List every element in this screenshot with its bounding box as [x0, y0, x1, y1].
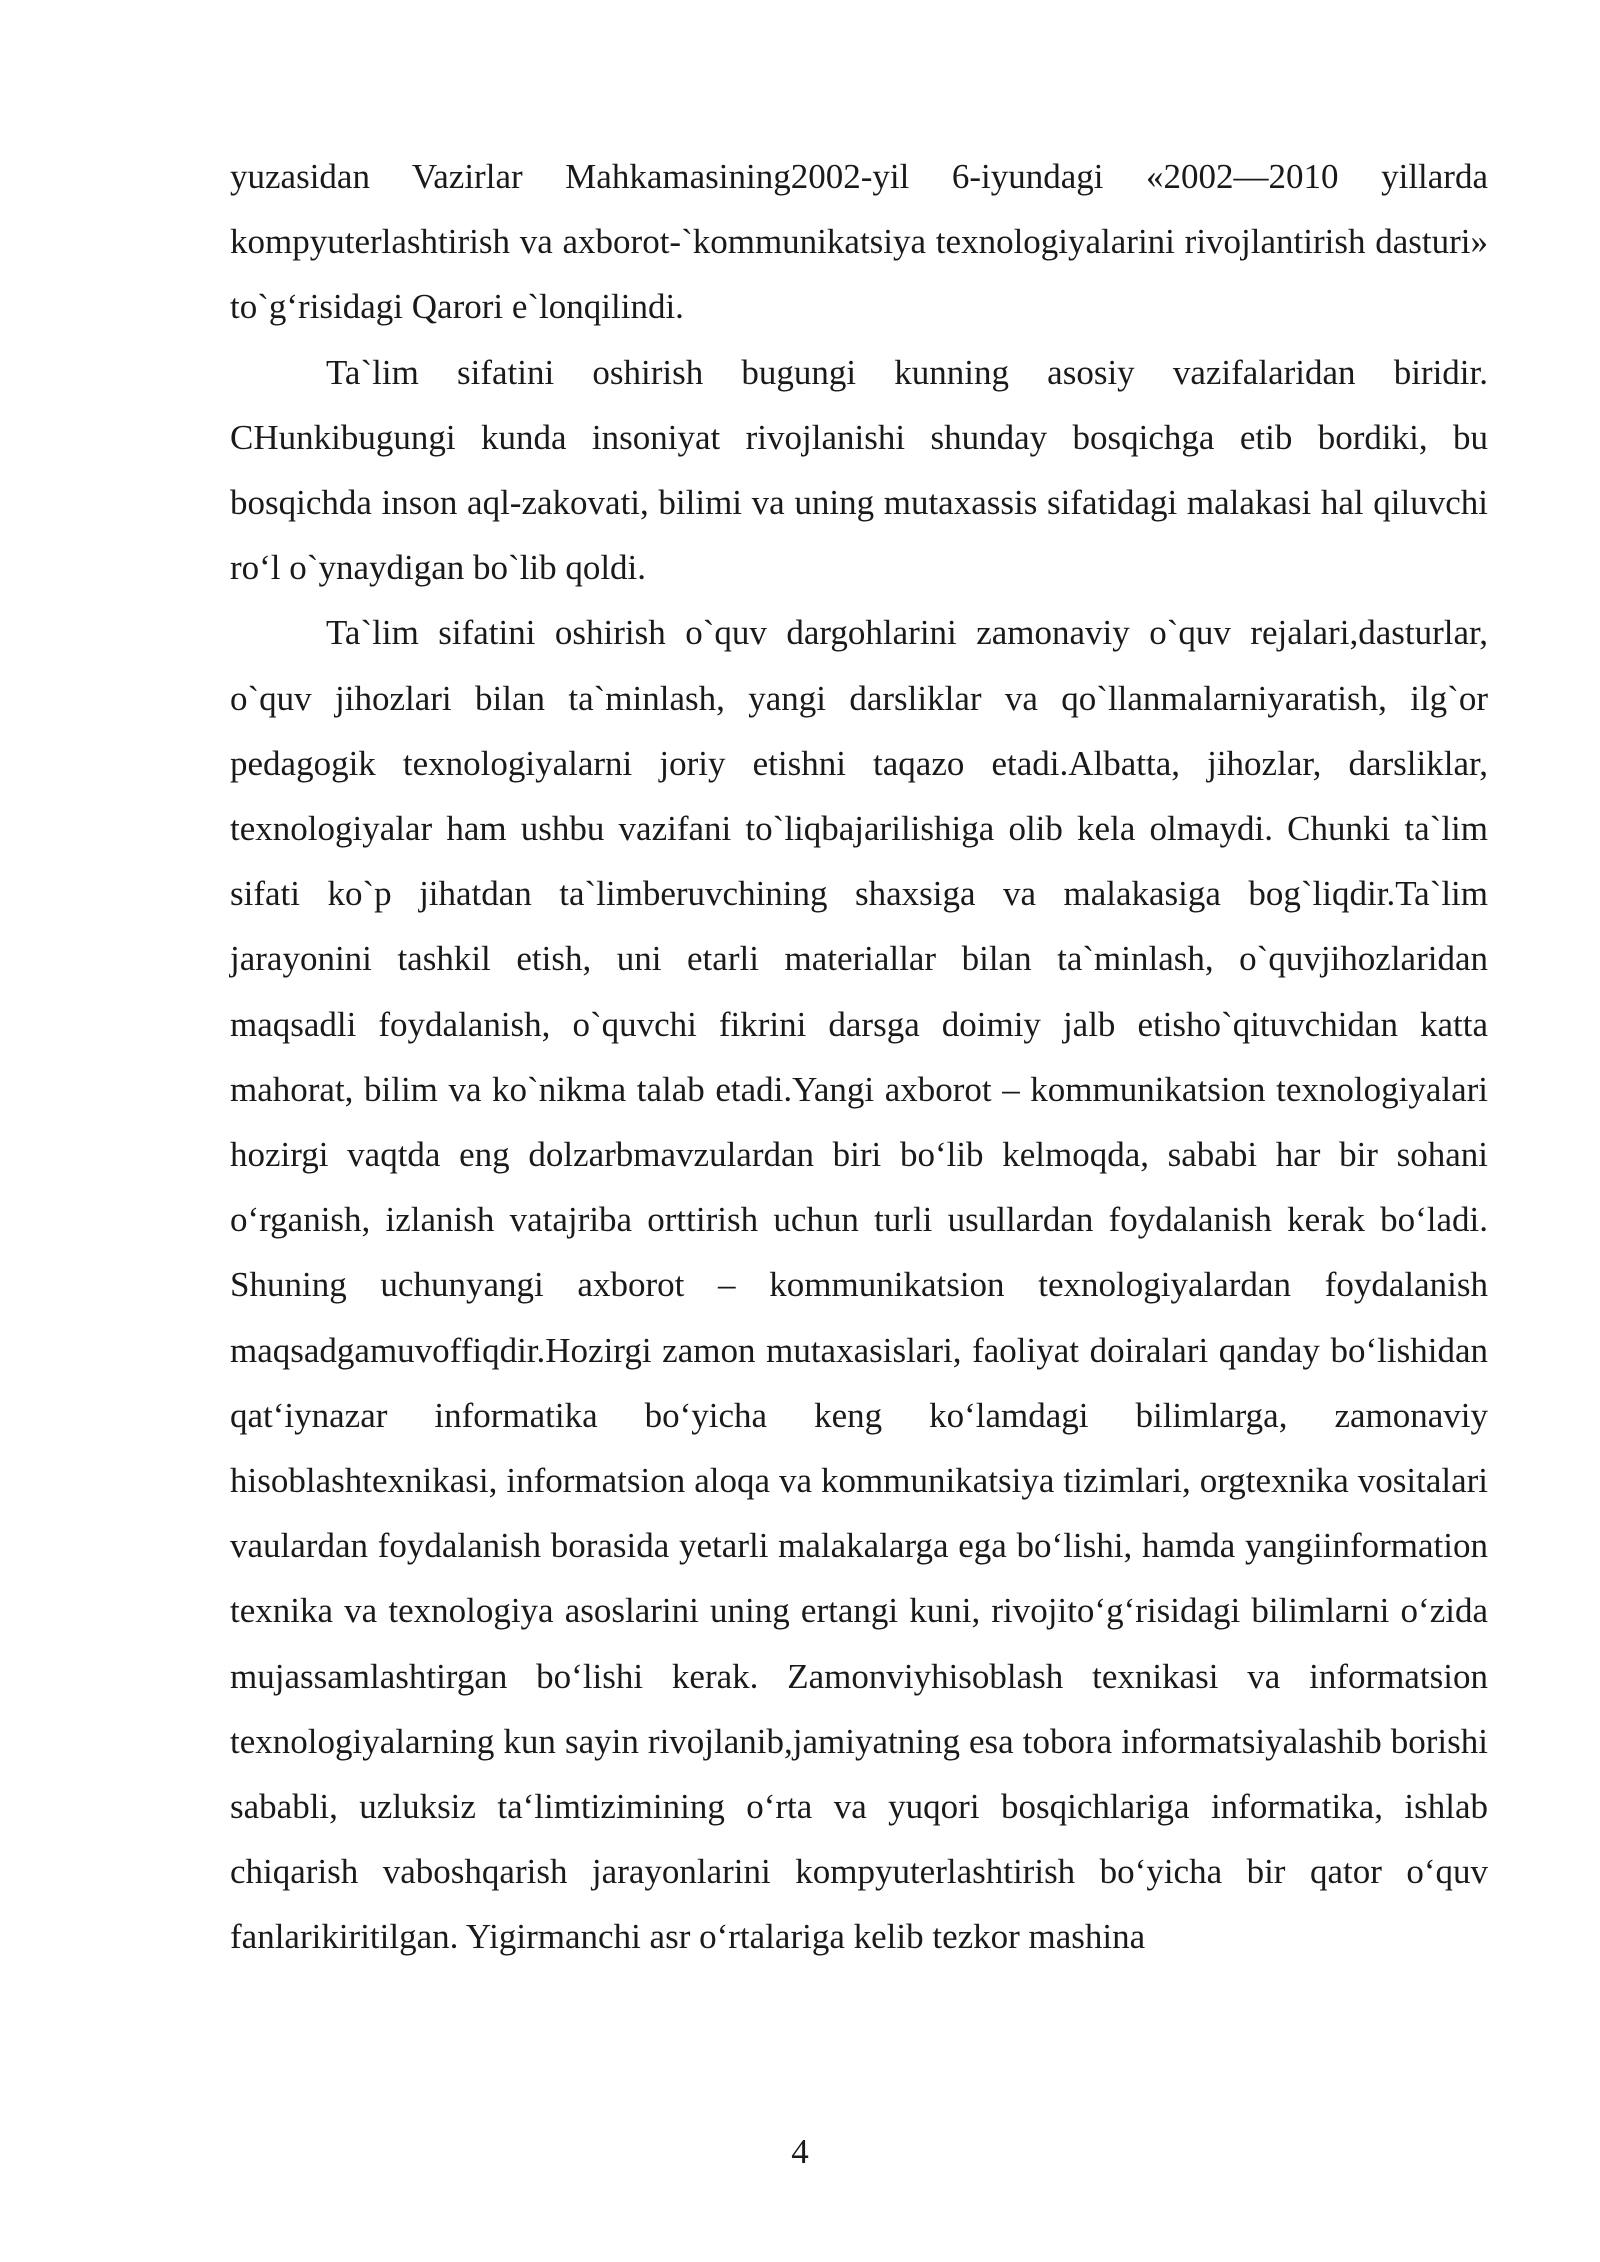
- paragraph-1: yuzasidan Vazirlar Mahkamasining2002-yil 6-iyundagi «2002—2010 yillarda kompyuterlashtirish va axborot-`kommunikatsiya texnologiyalarini rivojlantirish dasturi» to`g‘risidagi Qarori e`lonqilindi.: [230, 157, 1488, 327]
- paragraph-3: Ta`lim sifatini oshirish o`quv dargohlarini zamonaviy o`quv rejalari,dasturlar, o`quv jihozlari bilan ta`minlash, yangi darsliklar va qo`llanmalarniyaratish, ilg`or pedagogik texnologiyalarni joriy etishni taqazo etadi.Albatta, jihozlar, darsliklar, texnologiyalar ham ushbu vazifani to`liqbajarilishiga olib kela olmaydi. Chunki ta`lim sifati ko`p jihatdan ta`limberuvchining shaxsiga va malakasiga bog`liqdir.Ta`lim jarayonini tashkil etish, uni etarli materiallar bilan ta`minlash, o`quvjihozlaridan maqsadli foydalanish, o`quvchi fikrini darsga doimiy jalb etisho`qituvchidan katta mahorat, bilim va ko`nikma talab etadi.Yangi axborot – kommunikatsion texnologiyalari hozirgi vaqtda eng dolzarbmavzulardan biri bo‘lib kelmoqda, sababi har bir sohani o‘rganish, izlanish vatajriba orttirish uchun turli usullardan foydalanish kerak bo‘ladi. Shuning uchunyangi axborot – kommunikatsion texnologiyalardan foydalanish maqsadgamuvoffiqdir.Hozirgi zamon mutaxasislari, faoliyat doiralari qanday bo‘lishidan qat‘iynazar informatika bo‘yicha keng ko‘lamdagi bilimlarga, zamonaviy hisoblashtexnikasi, informatsion aloqa va kommunikatsiya tizimlari, orgtexnika vositalari vaulardan foydalanish borasida yetarli malakalarga ega bo‘lishi, hamda yangiinformation texnika va texnologiya asoslarini uning ertangi kuni, rivojito‘g‘risidagi bilimlarni o‘zida mujassamlashtirgan bo‘lishi kerak. Zamonviyhisoblash texnikasi va informatsion texnologiyalarning kun sayin rivojlanib,jamiyatning esa tobora informatsiyalashib borishi sababli, uzluksiz ta‘limtizimining o‘rta va yuqori bosqichlariga informatika, ishlab chiqarish vaboshqarish jarayonlarini kompyuterlashtirish bo‘yicha bir qator o‘quv fanlarikiritilgan. Yigirmanchi asr o‘rtalariga kelib tezkor mashina: [230, 613, 1488, 1957]
- paragraph-2: Ta`lim sifatini oshirish bugungi kunning asosiy vazifalaridan biridir. CHunkibugungi kunda insoniyat rivojlanishi shunday bosqichga etib bordiki, bu bosqichda inson aql-zakovati, bilimi va uning mutaxassis sifatidagi malakasi hal qiluvchi ro‘l o`ynaydigan bo`lib qoldi.: [230, 352, 1488, 588]
- body-text: [230, 144, 1488, 1970]
- page-number: 4: [791, 2132, 809, 2171]
